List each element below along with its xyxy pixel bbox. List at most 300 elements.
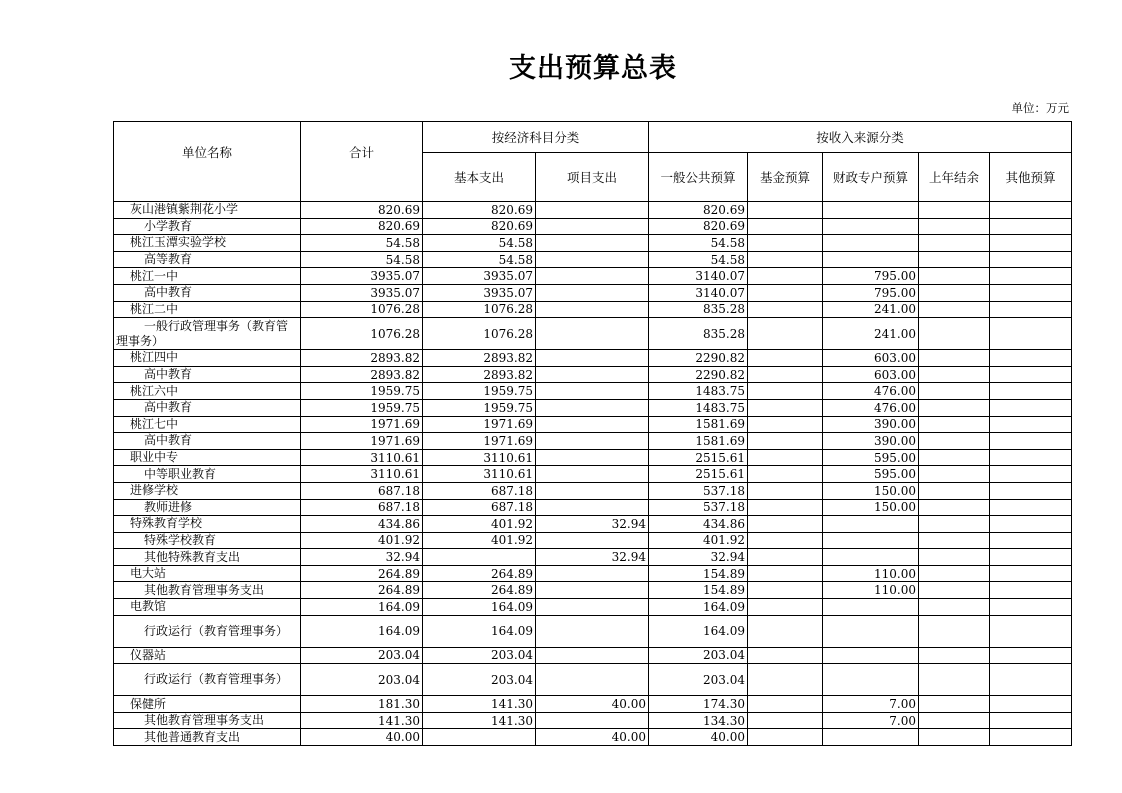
- cell-total: 1971.69: [301, 416, 423, 433]
- cell-unit-name: [114, 218, 301, 235]
- cell-prior-year: [919, 235, 990, 252]
- cell-fiscal-special: [823, 729, 919, 746]
- cell-other: [990, 318, 1072, 350]
- cell-other: [990, 399, 1072, 416]
- cell-other: [990, 549, 1072, 566]
- cell-prior-year: [919, 599, 990, 616]
- cell-other: [990, 449, 1072, 466]
- cell-unit-name: [114, 582, 301, 599]
- table-row: [114, 482, 1072, 499]
- cell-fiscal-special: 603.00: [823, 366, 919, 383]
- cell-general-public: 54.58: [649, 251, 748, 268]
- unit-name-text: 电大站: [130, 566, 167, 581]
- cell-total: 3110.61: [301, 449, 423, 466]
- cell-project: [536, 615, 649, 647]
- cell-fiscal-special: 476.00: [823, 383, 919, 400]
- table-row: [114, 449, 1072, 466]
- header-prior-year: 上年结余: [919, 153, 990, 202]
- unit-name-text: 中等职业教育: [144, 466, 217, 481]
- cell-general-public: 164.09: [649, 599, 748, 616]
- cell-project: [536, 318, 649, 350]
- cell-total: 3110.61: [301, 466, 423, 483]
- cell-project: [536, 251, 649, 268]
- cell-project: [536, 466, 649, 483]
- cell-project: 40.00: [536, 696, 649, 713]
- cell-fund: [748, 582, 823, 599]
- cell-other: [990, 532, 1072, 549]
- cell-general-public: 154.89: [649, 582, 748, 599]
- cell-basic: 203.04: [423, 647, 536, 664]
- cell-basic: 401.92: [423, 516, 536, 533]
- cell-project: [536, 301, 649, 318]
- cell-prior-year: [919, 729, 990, 746]
- cell-basic: 820.69: [423, 218, 536, 235]
- cell-unit-name: [114, 235, 301, 252]
- cell-project: [536, 399, 649, 416]
- cell-fund: [748, 251, 823, 268]
- table-row: [114, 366, 1072, 383]
- cell-total: 820.69: [301, 202, 423, 219]
- header-basic: 基本支出: [423, 153, 536, 202]
- cell-other: [990, 235, 1072, 252]
- cell-basic: 2893.82: [423, 350, 536, 367]
- cell-prior-year: [919, 301, 990, 318]
- unit-name-text: 其他特殊教育支出: [144, 549, 241, 564]
- cell-other: [990, 251, 1072, 268]
- cell-project: [536, 366, 649, 383]
- unit-name-text: 桃江二中: [130, 301, 179, 316]
- unit-name-text: 高中教育: [144, 367, 193, 382]
- cell-total: 2893.82: [301, 350, 423, 367]
- unit-name-text: 其他普通教育支出: [144, 729, 241, 744]
- cell-project: [536, 235, 649, 252]
- cell-other: [990, 202, 1072, 219]
- cell-project: [536, 499, 649, 516]
- cell-general-public: 2290.82: [649, 366, 748, 383]
- cell-other: [990, 615, 1072, 647]
- cell-other: [990, 416, 1072, 433]
- cell-other: [990, 582, 1072, 599]
- cell-prior-year: [919, 383, 990, 400]
- cell-project: [536, 565, 649, 582]
- cell-basic: 1971.69: [423, 416, 536, 433]
- unit-name-text: 教师进修: [144, 499, 193, 514]
- cell-total: 3935.07: [301, 268, 423, 285]
- cell-prior-year: [919, 218, 990, 235]
- unit-name-text: 其他教育管理事务支出: [144, 582, 265, 597]
- cell-general-public: 2515.61: [649, 449, 748, 466]
- cell-prior-year: [919, 416, 990, 433]
- cell-fund: [748, 202, 823, 219]
- table-row: [114, 712, 1072, 729]
- cell-general-public: 1581.69: [649, 433, 748, 450]
- cell-unit-name: [114, 383, 301, 400]
- cell-fund: [748, 599, 823, 616]
- cell-basic: 401.92: [423, 532, 536, 549]
- cell-project: [536, 449, 649, 466]
- cell-unit-name: [114, 499, 301, 516]
- table-row: [114, 301, 1072, 318]
- cell-project: [536, 416, 649, 433]
- cell-unit-name: [114, 599, 301, 616]
- cell-general-public: 3140.07: [649, 284, 748, 301]
- cell-basic: 1076.28: [423, 318, 536, 350]
- cell-project: [536, 350, 649, 367]
- cell-basic: 820.69: [423, 202, 536, 219]
- cell-other: [990, 599, 1072, 616]
- cell-basic: 3110.61: [423, 466, 536, 483]
- table-row: [114, 615, 1072, 647]
- cell-unit-name: [114, 712, 301, 729]
- unit-name-text: 高中教育: [144, 433, 193, 448]
- cell-fund: [748, 516, 823, 533]
- cell-project: 32.94: [536, 549, 649, 566]
- cell-fiscal-special: [823, 202, 919, 219]
- cell-basic: 1971.69: [423, 433, 536, 450]
- cell-general-public: 1483.75: [649, 399, 748, 416]
- cell-fiscal-special: 241.00: [823, 301, 919, 318]
- cell-general-public: 203.04: [649, 664, 748, 696]
- table-row: [114, 383, 1072, 400]
- cell-basic: 54.58: [423, 235, 536, 252]
- cell-fiscal-special: 603.00: [823, 350, 919, 367]
- table-row: [114, 284, 1072, 301]
- table-row: [114, 466, 1072, 483]
- header-unit-name: 单位名称: [114, 122, 301, 202]
- cell-basic: 2893.82: [423, 366, 536, 383]
- table-row: [114, 416, 1072, 433]
- unit-name-text: 仪器站: [130, 647, 167, 662]
- table-row: [114, 599, 1072, 616]
- cell-other: [990, 366, 1072, 383]
- cell-other: [990, 433, 1072, 450]
- cell-fund: [748, 301, 823, 318]
- cell-project: [536, 599, 649, 616]
- cell-project: [536, 582, 649, 599]
- unit-name-text: 桃江四中: [130, 350, 179, 365]
- unit-label: 单位：万元: [1011, 101, 1069, 115]
- cell-total: 264.89: [301, 582, 423, 599]
- cell-unit-name: [114, 350, 301, 367]
- cell-fund: [748, 647, 823, 664]
- cell-other: [990, 516, 1072, 533]
- cell-fiscal-special: [823, 664, 919, 696]
- cell-general-public: 54.58: [649, 235, 748, 252]
- cell-general-public: 3140.07: [649, 268, 748, 285]
- cell-total: 1076.28: [301, 301, 423, 318]
- unit-name-text: 高中教育: [144, 285, 193, 300]
- cell-total: 1971.69: [301, 433, 423, 450]
- unit-name-text: 其他教育管理事务支出: [144, 713, 265, 728]
- cell-fiscal-special: [823, 516, 919, 533]
- cell-prior-year: [919, 350, 990, 367]
- cell-total: 3935.07: [301, 284, 423, 301]
- cell-unit-name: [114, 202, 301, 219]
- table-row: [114, 582, 1072, 599]
- cell-basic: 687.18: [423, 499, 536, 516]
- cell-unit-name: [114, 399, 301, 416]
- cell-fund: [748, 565, 823, 582]
- cell-fiscal-special: [823, 615, 919, 647]
- cell-general-public: 537.18: [649, 482, 748, 499]
- cell-other: [990, 482, 1072, 499]
- cell-unit-name: [114, 565, 301, 582]
- cell-total: 181.30: [301, 696, 423, 713]
- cell-general-public: 820.69: [649, 218, 748, 235]
- cell-unit-name: [114, 664, 301, 696]
- cell-unit-name: [114, 729, 301, 746]
- cell-basic: 1076.28: [423, 301, 536, 318]
- header-total: 合计: [301, 122, 423, 202]
- cell-project: [536, 284, 649, 301]
- cell-general-public: 134.30: [649, 712, 748, 729]
- cell-basic: 164.09: [423, 615, 536, 647]
- table-header: [114, 122, 1072, 202]
- cell-project: 40.00: [536, 729, 649, 746]
- cell-project: [536, 433, 649, 450]
- cell-fiscal-special: [823, 647, 919, 664]
- cell-prior-year: [919, 565, 990, 582]
- cell-general-public: 537.18: [649, 499, 748, 516]
- cell-fiscal-special: 150.00: [823, 482, 919, 499]
- cell-fiscal-special: 110.00: [823, 582, 919, 599]
- cell-project: [536, 383, 649, 400]
- cell-basic: [423, 729, 536, 746]
- cell-fund: [748, 482, 823, 499]
- cell-other: [990, 499, 1072, 516]
- cell-unit-name: [114, 696, 301, 713]
- cell-prior-year: [919, 532, 990, 549]
- unit-name-text: 特殊教育学校: [130, 516, 203, 531]
- cell-basic: 203.04: [423, 664, 536, 696]
- cell-general-public: 2515.61: [649, 466, 748, 483]
- cell-prior-year: [919, 482, 990, 499]
- cell-unit-name: [114, 433, 301, 450]
- cell-total: 687.18: [301, 499, 423, 516]
- cell-fund: [748, 318, 823, 350]
- cell-basic: 687.18: [423, 482, 536, 499]
- cell-other: [990, 268, 1072, 285]
- cell-prior-year: [919, 712, 990, 729]
- header-economic-group: 按经济科目分类: [423, 122, 649, 153]
- cell-fund: [748, 383, 823, 400]
- header-fund: 基金预算: [748, 153, 823, 202]
- cell-general-public: 1581.69: [649, 416, 748, 433]
- cell-basic: 3935.07: [423, 268, 536, 285]
- cell-prior-year: [919, 366, 990, 383]
- unit-name-text: 小学教育: [144, 218, 193, 233]
- cell-prior-year: [919, 433, 990, 450]
- cell-unit-name: [114, 647, 301, 664]
- cell-prior-year: [919, 499, 990, 516]
- cell-prior-year: [919, 251, 990, 268]
- cell-unit-name: [114, 301, 301, 318]
- cell-other: [990, 466, 1072, 483]
- unit-name-text: 高中教育: [144, 400, 193, 415]
- unit-name-text: 保健所: [130, 696, 167, 711]
- table-row: [114, 729, 1072, 746]
- unit-name-text: 进修学校: [130, 483, 179, 498]
- table-row: [114, 499, 1072, 516]
- cell-fiscal-special: [823, 251, 919, 268]
- cell-fund: [748, 284, 823, 301]
- cell-total: 203.04: [301, 664, 423, 696]
- cell-unit-name: [114, 532, 301, 549]
- cell-other: [990, 565, 1072, 582]
- cell-other: [990, 664, 1072, 696]
- cell-unit-name: [114, 482, 301, 499]
- cell-fiscal-special: 595.00: [823, 466, 919, 483]
- cell-fund: [748, 366, 823, 383]
- cell-fund: [748, 399, 823, 416]
- cell-fund: [748, 729, 823, 746]
- unit-name-text: 桃江一中: [130, 268, 179, 283]
- cell-other: [990, 696, 1072, 713]
- cell-project: [536, 268, 649, 285]
- table-row: [114, 696, 1072, 713]
- cell-fund: [748, 433, 823, 450]
- unit-name-text: 职业中专: [130, 450, 179, 465]
- cell-fiscal-special: 595.00: [823, 449, 919, 466]
- unit-name-text: 灰山港镇紫荆花小学: [130, 202, 239, 217]
- header-other: 其他预算: [990, 153, 1072, 202]
- cell-total: 164.09: [301, 599, 423, 616]
- cell-unit-name: [114, 549, 301, 566]
- cell-other: [990, 383, 1072, 400]
- cell-fiscal-special: 795.00: [823, 284, 919, 301]
- cell-prior-year: [919, 549, 990, 566]
- table-row: [114, 532, 1072, 549]
- cell-fiscal-special: [823, 532, 919, 549]
- cell-fund: [748, 664, 823, 696]
- cell-fund: [748, 615, 823, 647]
- cell-prior-year: [919, 647, 990, 664]
- cell-basic: 3110.61: [423, 449, 536, 466]
- cell-other: [990, 712, 1072, 729]
- unit-name-text: 高等教育: [144, 252, 193, 267]
- cell-basic: 141.30: [423, 696, 536, 713]
- cell-total: 141.30: [301, 712, 423, 729]
- cell-fund: [748, 268, 823, 285]
- cell-other: [990, 218, 1072, 235]
- cell-project: [536, 482, 649, 499]
- cell-basic: [423, 549, 536, 566]
- cell-fiscal-special: 476.00: [823, 399, 919, 416]
- cell-total: 164.09: [301, 615, 423, 647]
- table-row: [114, 433, 1072, 450]
- cell-prior-year: [919, 696, 990, 713]
- cell-general-public: 40.00: [649, 729, 748, 746]
- unit-name-text: 特殊学校教育: [144, 532, 217, 547]
- cell-general-public: 154.89: [649, 565, 748, 582]
- cell-other: [990, 729, 1072, 746]
- cell-prior-year: [919, 664, 990, 696]
- cell-unit-name: [114, 449, 301, 466]
- header-project: 项目支出: [536, 153, 649, 202]
- cell-unit-name: [114, 615, 301, 647]
- cell-other: [990, 350, 1072, 367]
- page-title: 支出预算总表: [509, 53, 677, 84]
- cell-fund: [748, 712, 823, 729]
- cell-project: [536, 712, 649, 729]
- cell-prior-year: [919, 268, 990, 285]
- cell-total: 820.69: [301, 218, 423, 235]
- table-row: [114, 664, 1072, 696]
- table-row: [114, 565, 1072, 582]
- cell-fund: [748, 449, 823, 466]
- cell-general-public: 835.28: [649, 318, 748, 350]
- cell-fiscal-special: 241.00: [823, 318, 919, 350]
- cell-project: [536, 202, 649, 219]
- table-row: [114, 516, 1072, 533]
- cell-general-public: 203.04: [649, 647, 748, 664]
- cell-fiscal-special: 150.00: [823, 499, 919, 516]
- cell-fund: [748, 416, 823, 433]
- cell-fund: [748, 696, 823, 713]
- cell-fiscal-special: [823, 549, 919, 566]
- cell-total: 401.92: [301, 532, 423, 549]
- cell-prior-year: [919, 202, 990, 219]
- cell-basic: 164.09: [423, 599, 536, 616]
- cell-unit-name: [114, 366, 301, 383]
- cell-fiscal-special: [823, 235, 919, 252]
- cell-fiscal-special: 7.00: [823, 712, 919, 729]
- cell-total: 54.58: [301, 235, 423, 252]
- cell-fiscal-special: 110.00: [823, 565, 919, 582]
- cell-prior-year: [919, 284, 990, 301]
- cell-general-public: 434.86: [649, 516, 748, 533]
- cell-project: [536, 647, 649, 664]
- cell-unit-name: [114, 251, 301, 268]
- table-row: [114, 647, 1072, 664]
- unit-name-text: 桃江六中: [130, 383, 179, 398]
- cell-basic: 264.89: [423, 582, 536, 599]
- cell-total: 687.18: [301, 482, 423, 499]
- cell-basic: 3935.07: [423, 284, 536, 301]
- budget-table: [113, 121, 1072, 746]
- table-row: [114, 218, 1072, 235]
- cell-basic: 264.89: [423, 565, 536, 582]
- cell-fiscal-special: 390.00: [823, 433, 919, 450]
- table-row: [114, 235, 1072, 252]
- cell-unit-name: [114, 516, 301, 533]
- cell-fund: [748, 350, 823, 367]
- cell-project: [536, 218, 649, 235]
- cell-general-public: 2290.82: [649, 350, 748, 367]
- cell-other: [990, 301, 1072, 318]
- cell-fiscal-special: [823, 599, 919, 616]
- cell-general-public: 174.30: [649, 696, 748, 713]
- cell-total: 264.89: [301, 565, 423, 582]
- table-body: [114, 202, 1072, 746]
- cell-fiscal-special: 7.00: [823, 696, 919, 713]
- cell-fund: [748, 499, 823, 516]
- cell-unit-name: [114, 268, 301, 285]
- cell-unit-name: [114, 416, 301, 433]
- unit-name-text: 行政运行（教育管理事务）: [144, 672, 289, 687]
- cell-fund: [748, 218, 823, 235]
- cell-fund: [748, 549, 823, 566]
- cell-basic: 1959.75: [423, 399, 536, 416]
- cell-basic: 141.30: [423, 712, 536, 729]
- cell-general-public: 835.28: [649, 301, 748, 318]
- cell-total: 2893.82: [301, 366, 423, 383]
- table-row: [114, 251, 1072, 268]
- table-row: [114, 549, 1072, 566]
- table-row: [114, 268, 1072, 285]
- cell-project: [536, 664, 649, 696]
- cell-prior-year: [919, 466, 990, 483]
